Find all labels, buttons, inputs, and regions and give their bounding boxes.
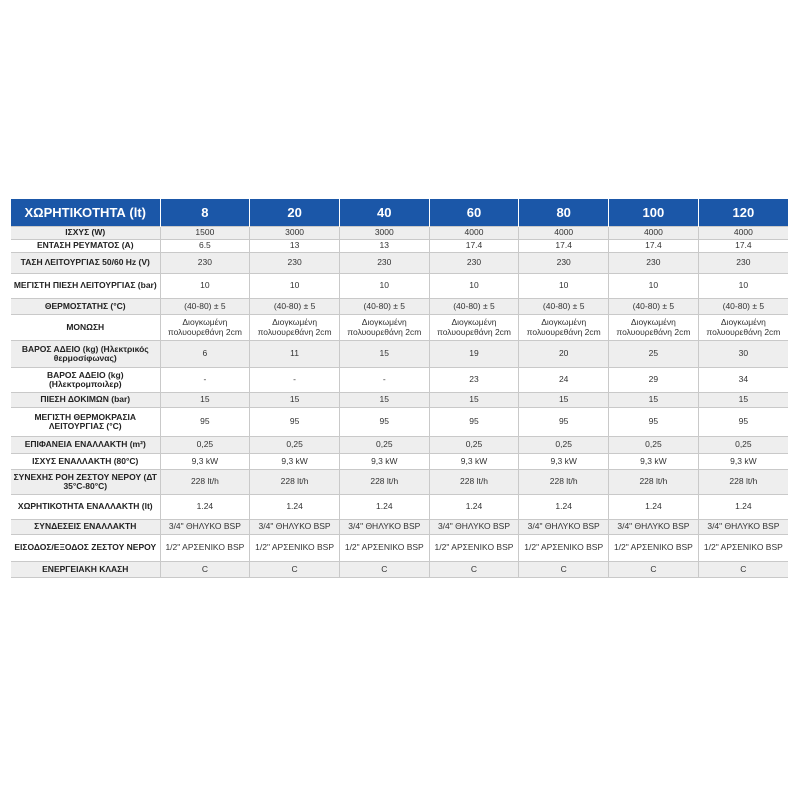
value-cell: 15 [339, 393, 429, 408]
value-cell: 4000 [698, 227, 788, 240]
row-label: ΙΣΧΥΣ ΕΝΑΛΛΑΚΤΗ (80°C) [11, 454, 160, 470]
value-cell: - [250, 368, 340, 393]
value-cell: 230 [698, 253, 788, 274]
row-label: ΤΑΣΗ ΛΕΙΤΟΥΡΓΙΑΣ 50/60 Hz (V) [11, 253, 160, 274]
value-cell: Διογκωμένη πολυουρεθάνη 2cm [698, 315, 788, 341]
row-label: ΕΙΣΟΔΟΣ/ΕΞΟΔΟΣ ΖΕΣΤΟΥ ΝΕΡΟΥ [11, 535, 160, 562]
value-cell: 3/4" ΘΗΛΥΚΟ BSP [339, 520, 429, 535]
value-cell: Διογκωμένη πολυουρεθάνη 2cm [160, 315, 250, 341]
value-cell: 228 lt/h [698, 470, 788, 495]
value-cell: 4000 [609, 227, 699, 240]
value-cell: 3000 [250, 227, 340, 240]
row-label: ΧΩΡΗΤΙΚΟΤΗΤΑ ΕΝΑΛΛΑΚΤΗ (lt) [11, 495, 160, 520]
value-cell: - [160, 368, 250, 393]
value-cell: 6 [160, 341, 250, 368]
value-cell: 95 [250, 408, 340, 437]
value-cell: 3/4" ΘΗΛΥΚΟ BSP [160, 520, 250, 535]
value-cell: 30 [698, 341, 788, 368]
value-cell: Διογκωμένη πολυουρεθάνη 2cm [250, 315, 340, 341]
value-cell: 24 [519, 368, 609, 393]
table-row [11, 274, 788, 299]
value-cell: 15 [698, 393, 788, 408]
row-label: ΕΠΙΦΑΝΕΙΑ ΕΝΑΛΛΑΚΤΗ (m²) [11, 437, 160, 454]
value-cell: 9,3 kW [519, 454, 609, 470]
value-cell: 9,3 kW [339, 454, 429, 470]
value-cell: 1.24 [609, 495, 699, 520]
value-cell: 10 [519, 274, 609, 299]
value-cell: 230 [160, 253, 250, 274]
value-cell: 9,3 kW [609, 454, 699, 470]
value-cell: 230 [609, 253, 699, 274]
value-cell: 25 [609, 341, 699, 368]
header-cell: 80 [519, 199, 609, 227]
value-cell: Διογκωμένη πολυουρεθάνη 2cm [429, 315, 519, 341]
header-cell: ΧΩΡΗΤΙΚΟΤΗΤΑ (lt) [11, 199, 160, 227]
value-cell: 1/2" ΑΡΣΕΝΙΚΟ BSP [519, 535, 609, 562]
value-cell: 29 [609, 368, 699, 393]
table-row [11, 393, 788, 408]
value-cell: 228 lt/h [519, 470, 609, 495]
spec-table [11, 199, 788, 578]
table-row [11, 495, 788, 520]
header-cell: 8 [160, 199, 250, 227]
value-cell: (40-80) ± 5 [250, 299, 340, 315]
value-cell: 1.24 [160, 495, 250, 520]
table-row [11, 562, 788, 578]
value-cell: 1.24 [698, 495, 788, 520]
value-cell: 95 [429, 408, 519, 437]
value-cell: 13 [250, 240, 340, 253]
table-row [11, 520, 788, 535]
value-cell: C [519, 562, 609, 578]
value-cell: 0,25 [519, 437, 609, 454]
header-cell: 60 [429, 199, 519, 227]
header-cell: 20 [250, 199, 340, 227]
value-cell: 10 [160, 274, 250, 299]
row-label: ΜΕΓΙΣΤΗ ΘΕΡΜΟΚΡΑΣΙΑ ΛΕΙΤΟΥΡΓΙΑΣ (°C) [11, 408, 160, 437]
table-row [11, 535, 788, 562]
row-label: ΣΥΝΔΕΣΕΙΣ ΕΝΑΛΛΑΚΤΗ [11, 520, 160, 535]
value-cell: 10 [250, 274, 340, 299]
value-cell: Διογκωμένη πολυουρεθάνη 2cm [339, 315, 429, 341]
value-cell: 1.24 [250, 495, 340, 520]
value-cell: 9,3 kW [429, 454, 519, 470]
value-cell: 1.24 [339, 495, 429, 520]
table-row [11, 368, 788, 393]
value-cell: 228 lt/h [609, 470, 699, 495]
row-label: ΕΝΕΡΓΕΙΑΚΗ ΚΛΑΣΗ [11, 562, 160, 578]
row-label: ΘΕΡΜΟΣΤΑΤΗΣ (°C) [11, 299, 160, 315]
value-cell: 17.4 [609, 240, 699, 253]
table-row [11, 227, 788, 240]
header-cell: 120 [698, 199, 788, 227]
value-cell: 34 [698, 368, 788, 393]
value-cell: 0,25 [609, 437, 699, 454]
value-cell: 15 [609, 393, 699, 408]
value-cell: 1/2" ΑΡΣΕΝΙΚΟ BSP [429, 535, 519, 562]
value-cell: 228 lt/h [429, 470, 519, 495]
value-cell: 95 [609, 408, 699, 437]
value-cell: 15 [250, 393, 340, 408]
value-cell: 1/2" ΑΡΣΕΝΙΚΟ BSP [160, 535, 250, 562]
value-cell: 15 [160, 393, 250, 408]
value-cell: 0,25 [160, 437, 250, 454]
value-cell: 228 lt/h [160, 470, 250, 495]
table-row [11, 253, 788, 274]
row-label: ΒΑΡΟΣ ΑΔΕΙΟ (kg) (Ηλεκτρικός θερμοσίφωνας) [11, 341, 160, 368]
value-cell: 3/4" ΘΗΛΥΚΟ BSP [519, 520, 609, 535]
value-cell: 3000 [339, 227, 429, 240]
value-cell: 15 [519, 393, 609, 408]
value-cell: 0,25 [429, 437, 519, 454]
value-cell: 230 [519, 253, 609, 274]
value-cell: 17.4 [519, 240, 609, 253]
row-label: ΠΙΕΣΗ ΔΟΚΙΜΩΝ (bar) [11, 393, 160, 408]
value-cell: C [429, 562, 519, 578]
value-cell: 15 [339, 341, 429, 368]
value-cell: 3/4" ΘΗΛΥΚΟ BSP [609, 520, 699, 535]
value-cell: 23 [429, 368, 519, 393]
row-label: ΜΕΓΙΣΤΗ ΠΙΕΣΗ ΛΕΙΤΟΥΡΓΙΑΣ (bar) [11, 274, 160, 299]
value-cell: 95 [519, 408, 609, 437]
value-cell: C [250, 562, 340, 578]
value-cell: (40-80) ± 5 [609, 299, 699, 315]
header-cell: 100 [609, 199, 699, 227]
value-cell: 17.4 [429, 240, 519, 253]
value-cell: C [339, 562, 429, 578]
table-row [11, 408, 788, 437]
row-label: ΕΝΤΑΣΗ ΡΕΥΜΑΤΟΣ (A) [11, 240, 160, 253]
value-cell: 20 [519, 341, 609, 368]
value-cell: 17.4 [698, 240, 788, 253]
value-cell: 1500 [160, 227, 250, 240]
value-cell: 1/2" ΑΡΣΕΝΙΚΟ BSP [250, 535, 340, 562]
value-cell: 95 [339, 408, 429, 437]
value-cell: 1.24 [519, 495, 609, 520]
header-row [11, 199, 788, 227]
value-cell: (40-80) ± 5 [339, 299, 429, 315]
value-cell: C [609, 562, 699, 578]
value-cell: 6.5 [160, 240, 250, 253]
value-cell: 9,3 kW [698, 454, 788, 470]
value-cell: 10 [429, 274, 519, 299]
value-cell: 230 [429, 253, 519, 274]
value-cell: 1/2" ΑΡΣΕΝΙΚΟ BSP [609, 535, 699, 562]
value-cell: 4000 [429, 227, 519, 240]
table-row [11, 315, 788, 341]
table-row [11, 240, 788, 253]
value-cell: 228 lt/h [250, 470, 340, 495]
value-cell: 11 [250, 341, 340, 368]
table-row [11, 470, 788, 495]
value-cell: 1/2" ΑΡΣΕΝΙΚΟ BSP [339, 535, 429, 562]
value-cell: 9,3 kW [160, 454, 250, 470]
value-cell: Διογκωμένη πολυουρεθάνη 2cm [609, 315, 699, 341]
row-label: ΣΥΝΕΧΗΣ ΡΟΗ ΖΕΣΤΟΥ ΝΕΡΟΥ (ΔΤ 35°C-80°C) [11, 470, 160, 495]
spec-body [11, 227, 788, 578]
value-cell: 4000 [519, 227, 609, 240]
row-label: ΙΣΧΥΣ (W) [11, 227, 160, 240]
value-cell: (40-80) ± 5 [698, 299, 788, 315]
table-row [11, 341, 788, 368]
value-cell: 230 [339, 253, 429, 274]
value-cell: (40-80) ± 5 [160, 299, 250, 315]
table-row [11, 299, 788, 315]
value-cell: 95 [698, 408, 788, 437]
value-cell: - [339, 368, 429, 393]
header-cell: 40 [339, 199, 429, 227]
value-cell: C [160, 562, 250, 578]
value-cell: 1/2" ΑΡΣΕΝΙΚΟ BSP [698, 535, 788, 562]
value-cell: Διογκωμένη πολυουρεθάνη 2cm [519, 315, 609, 341]
value-cell: 10 [698, 274, 788, 299]
value-cell: 10 [339, 274, 429, 299]
value-cell: 95 [160, 408, 250, 437]
value-cell: 230 [250, 253, 340, 274]
value-cell: 3/4" ΘΗΛΥΚΟ BSP [250, 520, 340, 535]
row-label: ΜΟΝΩΣΗ [11, 315, 160, 341]
value-cell: 228 lt/h [339, 470, 429, 495]
table-row [11, 454, 788, 470]
value-cell: 19 [429, 341, 519, 368]
table-row [11, 437, 788, 454]
value-cell: 13 [339, 240, 429, 253]
value-cell: 15 [429, 393, 519, 408]
value-cell: 0,25 [698, 437, 788, 454]
row-label: ΒΑΡΟΣ ΑΔΕΙΟ (kg) (Ηλεκτρομποιλερ) [11, 368, 160, 393]
value-cell: 3/4" ΘΗΛΥΚΟ BSP [429, 520, 519, 535]
value-cell: 10 [609, 274, 699, 299]
value-cell: 1.24 [429, 495, 519, 520]
value-cell: 0,25 [339, 437, 429, 454]
value-cell: 9,3 kW [250, 454, 340, 470]
value-cell: (40-80) ± 5 [429, 299, 519, 315]
value-cell: (40-80) ± 5 [519, 299, 609, 315]
value-cell: C [698, 562, 788, 578]
value-cell: 0,25 [250, 437, 340, 454]
value-cell: 3/4" ΘΗΛΥΚΟ BSP [698, 520, 788, 535]
